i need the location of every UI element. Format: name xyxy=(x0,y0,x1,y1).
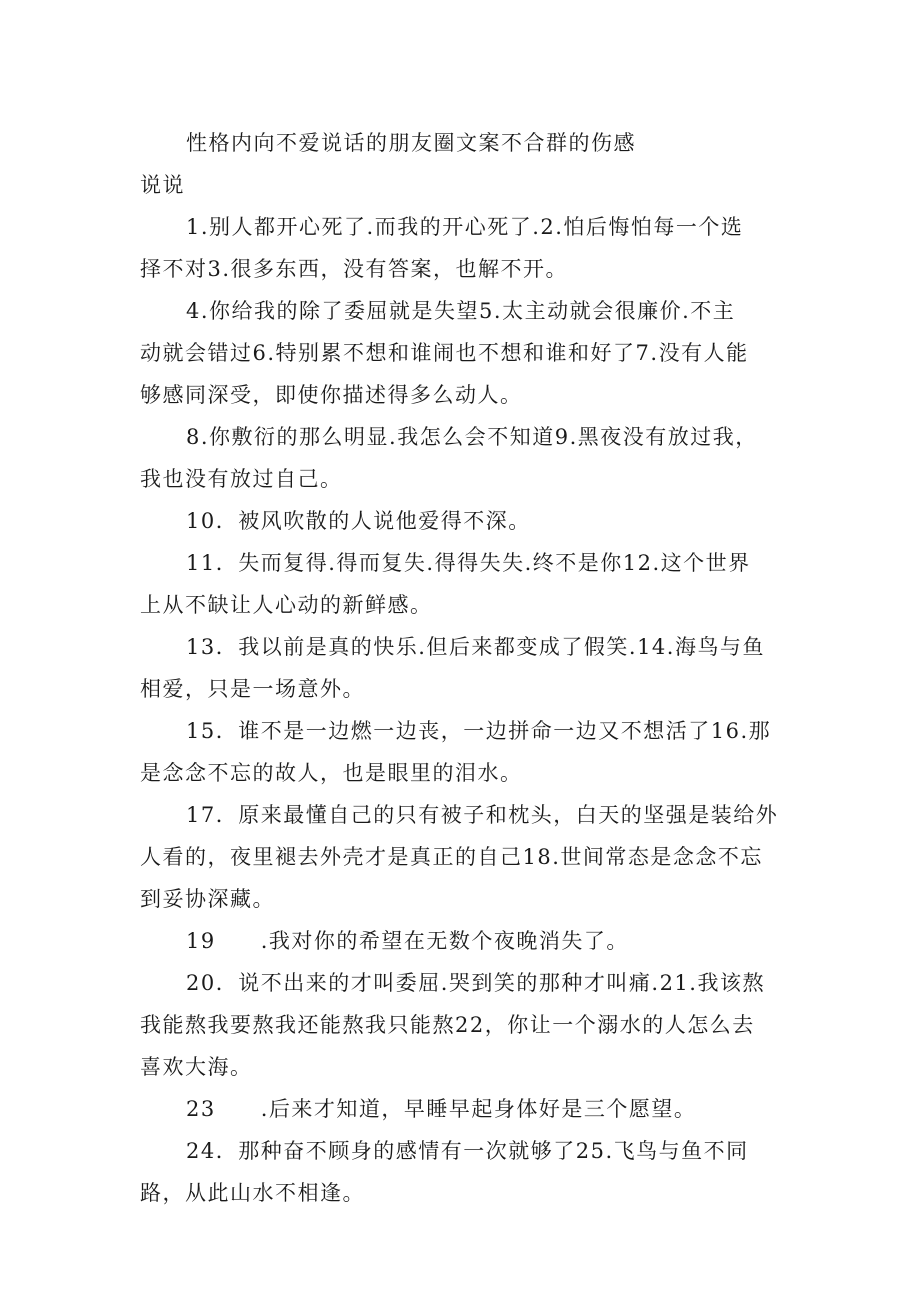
text-line: 4.你给我的除了委屈就是失望5.太主动就会很廉价.不主 xyxy=(186,299,736,323)
text-line: 17．原来最懂自己的只有被子和枕头，白天的坚强是装给外 xyxy=(186,803,779,827)
text-line: 10．被风吹散的人说他爱得不深。 xyxy=(186,509,531,533)
document-body xyxy=(140,122,780,1214)
text-line: 是念念不忘的故人，也是眼里的泪水。 xyxy=(140,761,523,785)
document-title: 性格内向不爱说话的朋友圈文案不合群的伤感 xyxy=(186,131,636,155)
text-line: 上从不缺让人心动的新鲜感。 xyxy=(140,593,433,617)
text-line: 24．那种奋不顾身的感情有一次就够了25.飞鸟与鱼不同 xyxy=(186,1139,749,1163)
text-line: 8.你敷衍的那么明显.我怎么会不知道9.黑夜没有放过我， xyxy=(186,425,758,449)
paragraph-lines xyxy=(140,206,780,1214)
text-line: 相爱，只是一场意外。 xyxy=(140,677,365,701)
document-title-continuation: 说说 xyxy=(140,173,185,197)
text-line: 19 .我对你的希望在无数个夜晚消失了。 xyxy=(186,929,629,953)
text-line: 15．谁不是一边燃一边丧，一边拼命一边又不想活了16.那 xyxy=(186,719,772,743)
text-line: 20．说不出来的才叫委屈.哭到笑的那种才叫痛.21.我该熬 xyxy=(186,971,765,995)
text-line: 喜欢大海。 xyxy=(140,1055,253,1079)
text-line: 23 .后来才知道，早睡早起身体好是三个愿望。 xyxy=(186,1097,697,1121)
text-line: 路，从此山水不相逢。 xyxy=(140,1181,365,1205)
text-line: 11．失而复得.得而复失.得得失失.终不是你12.这个世界 xyxy=(186,551,751,575)
text-line: 到妥协深藏。 xyxy=(140,887,275,911)
text-line: 动就会错过6.特别累不想和谁闹也不想和谁和好了7.没有人能 xyxy=(140,341,749,365)
text-line: 够感同深受，即使你描述得多么动人。 xyxy=(140,383,523,407)
text-line: 1.别人都开心死了.而我的开心死了.2.怕后悔怕每一个选 xyxy=(186,215,744,239)
text-line: 择不对3.很多东西，没有答案，也解不开。 xyxy=(140,257,569,281)
text-line: 我能熬我要熬我还能熬我只能熬22，你让一个溺水的人怎么去 xyxy=(140,1013,755,1037)
text-line: 13．我以前是真的快乐.但后来都变成了假笑.14.海鸟与鱼 xyxy=(186,635,765,659)
text-line: 我也没有放过自己。 xyxy=(140,467,343,491)
text-line: 人看的，夜里褪去外壳才是真正的自己18.世间常态是念念不忘 xyxy=(140,845,763,869)
